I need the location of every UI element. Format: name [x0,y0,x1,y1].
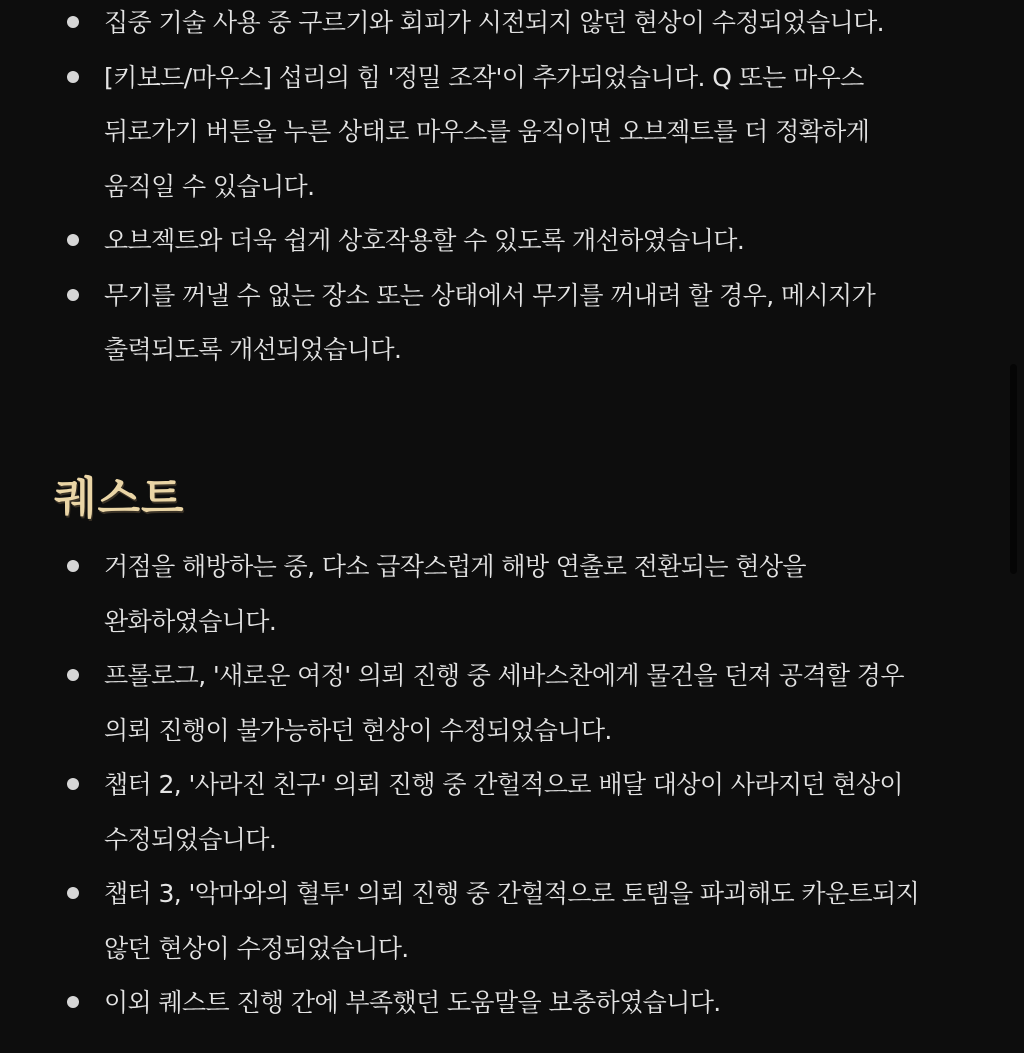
list-item-text: 챕터 3, '악마와의 혈투' 의뢰 진행 중 간헐적으로 토템을 파괴해도 카운트되지 [104,879,920,908]
list-item-text: 오브젝트와 더욱 쉽게 상호작용할 수 있도록 개선하였습니다. [104,226,745,255]
bullet-icon [67,16,79,28]
vertical-scrollbar[interactable] [1000,0,1024,1053]
section-title-quest: 퀘스트 [54,473,185,524]
list-item [0,649,979,758]
list-item-text: 뒤로가기 버튼을 누른 상태로 마우스를 움직이면 오브젝트를 더 정확하게 [104,117,870,146]
general-changes-list [0,0,944,378]
list-item-text: 움직일 수 있습니다. [104,171,315,201]
list-item-text: 집중 기술 사용 중 구르기와 회피가 시전되지 않던 현상이 수정되었습니다. [104,8,884,37]
list-item-text: 프롤로그, '새로운 여정' 의뢰 진행 중 세바스찬에게 물건을 던져 공격할 경우 [104,661,904,690]
scrollbar-thumb[interactable] [1010,364,1017,574]
list-item [0,269,944,378]
bullet-icon [67,71,79,83]
bullet-icon [67,996,79,1008]
list-item-text: [키보드/마우스] 섭리의 힘 '정밀 조작'이 추가되었습니다. Q 또는 마우스 [104,62,864,92]
bullet-icon [67,778,79,790]
bullet-icon [67,669,79,681]
list-item [0,51,944,215]
list-item [0,540,979,649]
list-item [0,976,979,1031]
list-item-text: 이외 퀘스트 진행 간에 부족했던 도움말을 보충하였습니다. [104,988,721,1017]
bullet-icon [67,887,79,899]
list-item [0,214,944,269]
bullet-icon [67,289,79,301]
bullet-icon [67,560,79,572]
list-item-text: 출력되도록 개선되었습니다. [104,335,402,364]
list-item-text: 않던 현상이 수정되었습니다. [104,933,409,963]
list-item [0,867,979,976]
list-item-text: 챕터 2, '사라진 친구' 의뢰 진행 중 간헐적으로 배달 대상이 사라지던 현상이 [104,770,903,799]
list-item-text: 거점을 해방하는 중, 다소 급작스럽게 해방 연출로 전환되는 현상을 [104,552,806,581]
list-item [0,0,944,51]
list-item-text: 수정되었습니다. [104,824,277,854]
quest-changes-list [0,540,979,1031]
list-item-text: 의뢰 진행이 불가능하던 현상이 수정되었습니다. [104,715,612,745]
list-item-text: 무기를 꺼낼 수 없는 장소 또는 상태에서 무기를 꺼내려 할 경우, 메시지가 [104,280,876,310]
list-item [0,758,979,867]
bullet-icon [67,234,79,246]
list-item-text: 완화하였습니다. [104,606,277,636]
